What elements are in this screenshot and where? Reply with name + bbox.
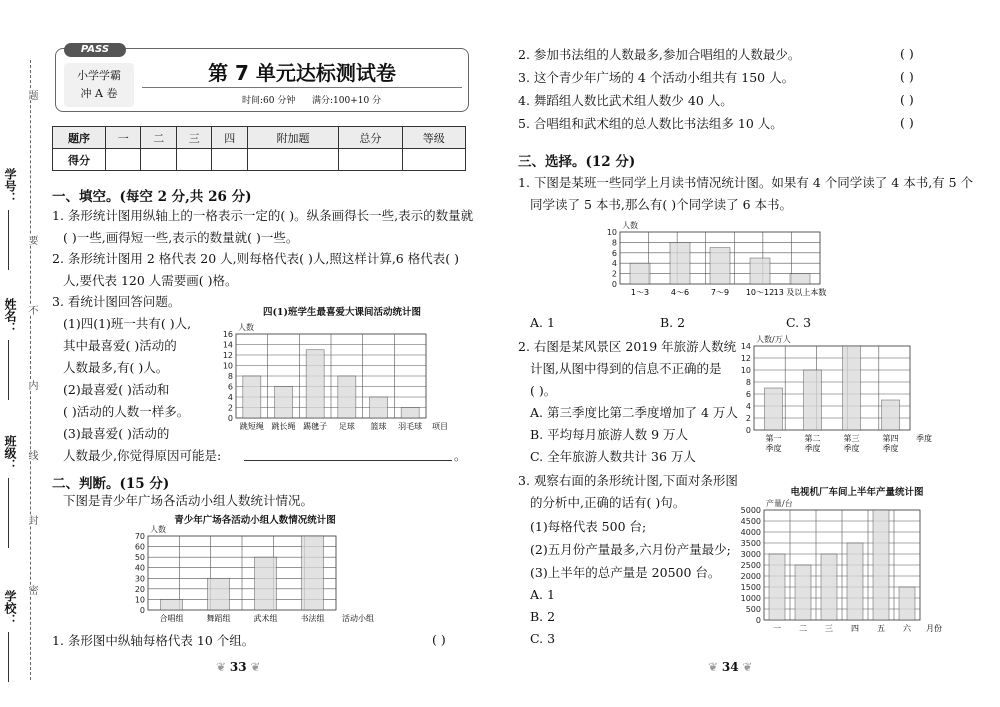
y-tick-label: 2000 [740, 572, 761, 581]
score-info: 满分:100+10 分 [312, 96, 382, 106]
y-tick-label: 10 [134, 595, 145, 605]
x-tick-label: 第二 [804, 434, 821, 443]
y-tick-label: 50 [134, 553, 145, 563]
y-tick-label: 0 [755, 616, 761, 625]
bar [899, 587, 915, 620]
bar [710, 248, 730, 284]
q2-option-c[interactable]: C. 全年旅游人数共计 36 万人 [530, 449, 696, 464]
chart2 [110, 512, 410, 630]
y-tick-label: 2 [745, 414, 751, 423]
q2-line1: 2. 条形统计图用 2 格代表 20 人,则每格代表( )人,照这样计算,6 格代表( ) [52, 251, 459, 266]
bar [338, 376, 356, 418]
x-tick-label: 武术组 [253, 614, 278, 623]
judge-s2: 2. 参加书法组的人数最多,参加合唱组的人数最少。 [518, 47, 801, 62]
chart4 [730, 330, 1000, 460]
y-tick-label: 5000 [740, 506, 761, 515]
x-tick-label: 五 [877, 624, 885, 633]
y-tick-label: 0 [227, 414, 233, 423]
q1-option-c[interactable]: C. 3 [786, 315, 812, 330]
x-tick-label: 篮球 [370, 422, 387, 431]
y-tick-label: 20 [134, 584, 145, 594]
y-tick-label: 3500 [740, 539, 761, 548]
y-tick-label: 60 [134, 542, 145, 552]
pass-logo: PASS [64, 43, 126, 57]
y-tick-label: 0 [139, 606, 145, 615]
brand-line1: 小学学霸 [77, 69, 121, 82]
y-tick-label: 10 [740, 366, 751, 375]
y-axis-label: 人数 [238, 323, 254, 332]
score-cell[interactable] [339, 149, 402, 171]
judge-s4: 4. 舞蹈组人数比武术组人数少 40 人。 [518, 93, 733, 108]
bar [882, 400, 900, 430]
bar [769, 554, 785, 620]
q2-option-b[interactable]: B. 平均每月旅游人数 9 万人 [530, 427, 689, 442]
score-cell[interactable] [141, 149, 176, 171]
page-title: 第 7 单元达标测试卷 [208, 61, 396, 85]
bar [670, 242, 690, 284]
class-label: 班级： [3, 435, 17, 471]
school-label: 学校： [3, 590, 17, 626]
bar [804, 370, 822, 430]
y-tick-label: 2 [611, 269, 617, 279]
y-tick-label: 2 [227, 403, 233, 413]
bar [847, 543, 863, 620]
x-axis-label: 项目 [432, 422, 448, 431]
bar [255, 557, 277, 610]
x-tick-label: 跳长绳 [271, 422, 296, 431]
y-tick-label: 0 [745, 426, 751, 435]
chart3 [600, 218, 850, 310]
q2-line2: 人,要代表 120 人需要画( )格。 [63, 273, 238, 288]
y-tick-label: 1500 [740, 583, 761, 592]
y-tick-label: 12 [222, 351, 233, 360]
x-tick-label: 10～12 [745, 288, 775, 297]
page-number-right: ❦ 34 ❦ [708, 660, 753, 674]
x-tick-label: 合唱组 [159, 614, 184, 623]
judge-s3-answer[interactable]: ( ) [900, 69, 914, 84]
bar [843, 346, 861, 430]
score-cell[interactable] [212, 149, 247, 171]
name-label: 姓名： [3, 298, 17, 334]
score-table: 题序 一 二 三 四 附加题 总分 等级 得分 [52, 126, 466, 171]
bar [243, 376, 261, 418]
bar [208, 578, 230, 610]
x-tick-label: 踢毽子 [303, 422, 328, 431]
y-tick-label: 0 [611, 280, 617, 289]
page-number-left: ❦ 33 ❦ [216, 660, 261, 674]
q1-line2: ( )一些,画得短一些,表示的数量就( )一些。 [63, 230, 299, 245]
header-banner [55, 44, 469, 112]
score-cell[interactable] [106, 149, 141, 171]
y-tick-label: 6 [611, 248, 617, 258]
y-tick-label: 6 [745, 390, 751, 399]
judge-s3: 3. 这个青少年广场的 4 个活动小组共有 150 人。 [518, 70, 795, 85]
y-tick-label: 70 [134, 532, 145, 541]
time-info: 时间:60 分钟 [242, 96, 296, 106]
y-axis-label: 人数 [622, 221, 638, 230]
x-tick-label: 羽毛球 [398, 422, 423, 431]
y-axis-label: 人数 [150, 525, 166, 534]
x-tick-label: 书法组 [300, 614, 325, 623]
bar [302, 536, 324, 610]
bar [306, 350, 324, 418]
bar [790, 274, 810, 284]
chart5 [722, 486, 1000, 642]
x-tick-label: 季度 [765, 444, 782, 453]
y-tick-label: 12 [740, 354, 751, 363]
x-tick-label: 季度 [882, 444, 899, 453]
chart2-title: 青少年广场各活动小组人数情况统计图 [174, 515, 336, 526]
left-page: 学号： 姓名： 班级： 学校： 题 要 不 内 线 封 密 PASS 小学学霸 冲 A 卷 第 7 单元达标测试卷 时间:60 分钟 满分:100+10 分 题序 一 二 三 四 附加题 总分 等级 得分 一、填空。(每空 2 分,共 26 分) 1. 条形统计图用纵轴上的一格表示一定的( )。纵条画得长一些,表示的数量就 ( )一些,画得短一些,表示的数量就( )一些。 2. 条形统计图用 2 格代表 20 人,则每格代表( )人,照这样计算,6 格代表( ) 人,要代表 120 人需要画( )格。 3. 看统计图回答问题。 (1)四(1)班一共有( )人, 其中最喜爱( )活动的 人数最多,有( )人。 (2)最喜爱( )活动和 ( )活动的人数一样多。 (3)最喜爱( )活动的 人数最少,你觉得原因可能是: 。 四(1)班学生最喜爱大课间活动统计图 0 2 4 6 8 10 12 14 16 跳短绳 跳长绳 踢毽子 足球 篮球 羽毛球 人数 项目 二、判断。(15 分) 下图是青少年广场各活动小组人数统计情况。 青少年广场各活动小组人数情况统计图 0 10 20 30 40 50 60 70 合唱组 舞蹈组 武术组 书法组 人数 活动小组 1. 条形图中纵轴每格代表 10 个组。 ( ) ❦ 33 ❦ [0, 0, 500, 707]
x-tick-label: 第四 [882, 434, 899, 443]
judge-s1-answer[interactable]: ( ) [432, 632, 446, 647]
y-axis-label: 人数/万人 [756, 335, 791, 344]
y-tick-label: 8 [227, 372, 233, 381]
bar [401, 408, 419, 419]
score-cell[interactable] [402, 149, 465, 171]
x-tick-label: 跳短绳 [239, 422, 264, 431]
y-tick-label: 10 [606, 228, 617, 237]
q1-line1: 1. 条形统计图用纵轴上的一格表示一定的( )。纵条画得长一些,表示的数量就 [52, 208, 474, 223]
x-axis-label: 月份 [926, 624, 942, 633]
y-tick-label: 2500 [740, 561, 761, 570]
q3-option-c[interactable]: C. 3 [530, 631, 556, 646]
judge-s2-answer[interactable]: ( ) [900, 46, 914, 61]
y-tick-label: 14 [740, 342, 751, 351]
x-tick-label: 舞蹈组 [206, 614, 231, 623]
y-tick-label: 3000 [740, 550, 761, 559]
chart5-title: 电视机厂车间上半年产量统计图 [790, 487, 924, 498]
y-tick-label: 4 [611, 259, 617, 269]
x-tick-label: 季度 [804, 444, 821, 453]
y-tick-label: 4 [745, 402, 751, 411]
y-tick-label: 14 [222, 340, 233, 350]
y-tick-label: 6 [227, 382, 233, 392]
judge-s1: 1. 条形图中纵轴每格代表 10 个组。 [52, 633, 255, 648]
brand-line2: 冲 A 卷 [80, 87, 118, 100]
x-tick-label: 7～9 [710, 288, 730, 297]
x-tick-label: 二 [799, 624, 807, 633]
bar [795, 565, 811, 620]
y-axis-label: 产量/台 [766, 499, 793, 508]
answer-blank-line[interactable] [244, 460, 452, 461]
x-tick-label: 三 [825, 624, 833, 633]
q3-option-b[interactable]: B. 2 [530, 609, 556, 624]
x-tick-label: 1～3 [630, 288, 650, 297]
score-cell[interactable] [247, 149, 338, 171]
q2-option-a[interactable]: A. 第三季度比第二季度增加了 4 万人 [530, 405, 738, 420]
x-tick-label: 六 [903, 624, 911, 633]
chart1-title: 四(1)班学生最喜爱大课间活动统计图 [262, 307, 422, 318]
bar [873, 510, 889, 620]
judge-s5-answer[interactable]: ( ) [900, 115, 914, 130]
section3-heading: 三、选择。(12 分) [518, 154, 636, 170]
bar [750, 258, 770, 284]
q1-option-b[interactable]: B. 2 [660, 315, 686, 330]
y-tick-label: 8 [745, 378, 751, 387]
section2-intro: 下图是青少年广场各活动小组人数统计情况。 [63, 493, 314, 508]
x-tick-label: 第一 [765, 434, 782, 443]
y-tick-label: 4 [227, 393, 233, 402]
x-tick-label: 4～6 [670, 288, 690, 297]
binding-strip: 学号： 姓名： 班级： 学校： 题 要 不 内 线 封 密 [0, 60, 40, 700]
y-tick-label: 40 [134, 563, 145, 573]
y-tick-label: 1000 [740, 594, 761, 603]
bar [370, 397, 388, 418]
judge-s5: 5. 合唱组和武术组的总人数比书法组多 10 人。 [518, 116, 783, 131]
student-id-label: 学号： [3, 168, 17, 204]
x-tick-label: 四 [851, 624, 859, 633]
x-axis-label: 活动小组 [342, 614, 374, 623]
section2-heading: 二、判断。(15 分) [52, 476, 170, 492]
y-tick-label: 16 [222, 330, 233, 339]
right-page: 2. 参加书法组的人数最多,参加合唱组的人数最少。 ( ) 3. 这个青少年广场的 4 个活动小组共有 150 人。 ( ) 4. 舞蹈组人数比武术组人数少 40 人。 ( ) 5. 合唱组和武术组的总人数比书法组多 10 人。 ( ) 三、选择。(12 分) 1. 下图是某班一些同学上月读书情况统计图。如果有 4 个同学读了 4 本书,有 5 个 同学读了 5 本书,那么有( )个同学读了 6 本书。 0 2 4 6 8 10 1～3 4～6 7～9 10～12 13 及以上本数 人数 A. 1 B. 2 C. 3 2. 右图是某风景区 2019 年旅游人数统 计图,从图中得到的信息不正确的是 ( )。 A. 第三季度比第二季度增加了 4 万人 B. 平均每月旅游人数 9 万人 C. 全年旅游人数共计 36 万人 0 2 4 6 8 10 12 14 第一 季度 第二 季度 第三 季度 第四 季度 人数/万人 季度 3. 观察右面的条形统计图,下面对条形图 的分析中,正确的话有( )句。 (1)每格代表 500 台; (2)五月份产量最多,六月份产量最少; (3)上半年的总产量是 20500 台。 A. 1 B. 2 C. 3 电视机厂车间上半年产量统计图 0 500 1000 1500 2000 2500 3000 3500 4000 4500 5000 一 二 三 四 五 六 产量/台 月份 ❦ 34 ❦ [500, 0, 1000, 707]
y-tick-label: 30 [134, 574, 145, 584]
bar [765, 388, 783, 430]
section1-heading: 一、填空。(每空 2 分,共 26 分) [52, 189, 252, 205]
bar [275, 387, 293, 419]
q1-option-a[interactable]: A. 1 [530, 315, 555, 330]
y-tick-label: 4500 [740, 517, 761, 526]
bar [630, 263, 650, 284]
x-tick-label: 第三 [843, 434, 860, 443]
judge-s4-answer[interactable]: ( ) [900, 92, 914, 107]
x-tick-label: 足球 [338, 422, 355, 431]
x-tick-label: 一 [773, 624, 781, 633]
bar [821, 554, 837, 620]
chart1 [208, 316, 470, 438]
y-tick-label: 8 [611, 238, 617, 248]
y-tick-label: 10 [222, 361, 233, 371]
x-tick-label: 季度 [843, 444, 860, 453]
bar [161, 599, 183, 610]
score-cell[interactable] [176, 149, 211, 171]
q3-option-a[interactable]: A. 1 [530, 587, 555, 602]
y-tick-label: 4000 [740, 528, 761, 537]
q3-intro: 3. 看统计图回答问题。 [52, 294, 181, 309]
x-axis-label: 季度 [916, 434, 932, 443]
x-tick-label: 13 及以上本数 [773, 288, 827, 297]
y-tick-label: 500 [745, 605, 761, 614]
